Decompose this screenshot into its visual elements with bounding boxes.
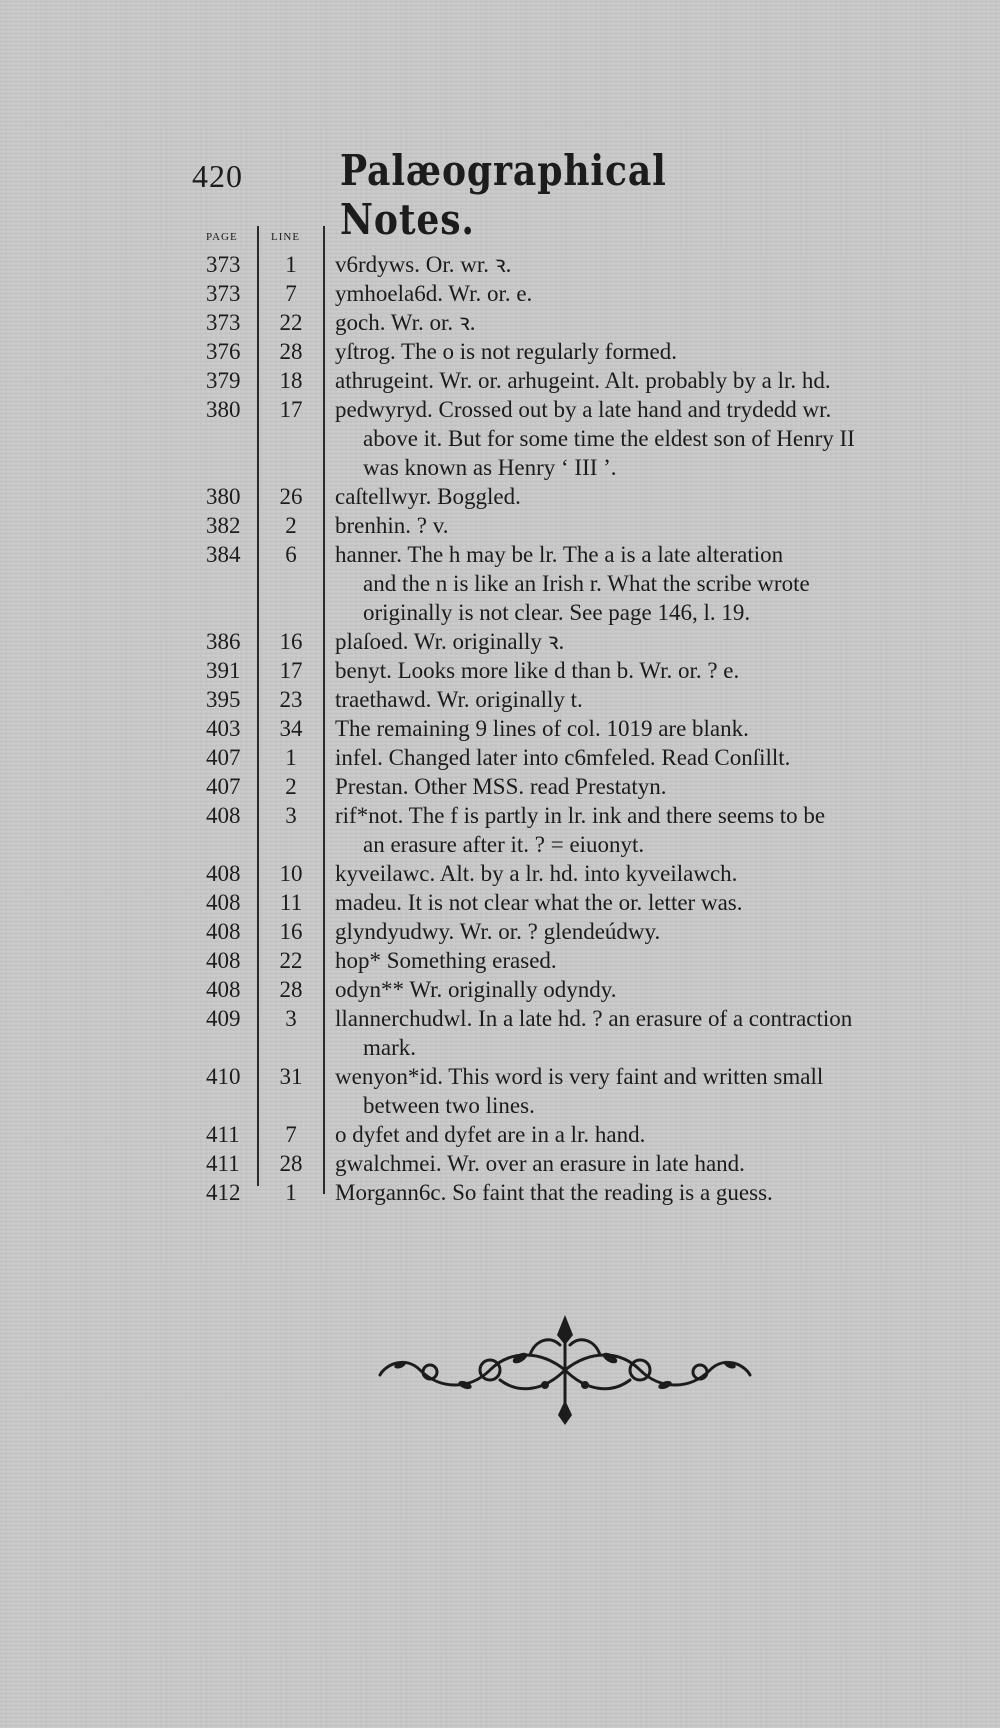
note-text [335, 1120, 925, 1149]
note-text-line: infel. Changed later into c6mfeled. Read Conſillt. [335, 745, 791, 770]
note-page-number: 407 [206, 745, 241, 770]
note-text-line: and the n is like an Irish r. What the scribe wrote [363, 571, 810, 596]
note-row [0, 743, 1000, 772]
note-page-number: 409 [206, 1006, 241, 1031]
note-page-number: 384 [206, 542, 241, 567]
note-text-line: benyt. Looks more like d than b. Wr. or. ? e. [335, 658, 740, 683]
note-text [335, 337, 925, 366]
note-row [0, 627, 1000, 656]
note-text [335, 395, 925, 482]
note-text [335, 1149, 925, 1178]
note-page-number: 411 [206, 1122, 240, 1147]
note-row [0, 250, 1000, 279]
note-text [335, 946, 925, 975]
note-row [0, 772, 1000, 801]
note-row [0, 946, 1000, 975]
note-page-number: 386 [206, 629, 241, 654]
note-row [0, 975, 1000, 1004]
note-row [0, 1004, 1000, 1062]
note-text-line: pedwyryd. Crossed out by a late hand and trydedd wr. [335, 397, 832, 422]
note-text [335, 366, 925, 395]
note-page-number: 379 [206, 368, 241, 393]
note-line-number: 1 [285, 1180, 297, 1205]
note-row [0, 859, 1000, 888]
note-text-line: mark. [363, 1035, 417, 1060]
note-text-line: yſtrog. The o is not regularly formed. [335, 339, 677, 364]
note-row [0, 685, 1000, 714]
note-line-number: 18 [279, 368, 303, 393]
note-text-line: gwalchmei. Wr. over an erasure in late hand. [335, 1151, 745, 1176]
note-text-line: glyndyudwy. Wr. or. ? glendeúdwy. [335, 919, 661, 944]
note-line-number: 28 [279, 339, 303, 364]
note-text [335, 859, 925, 888]
note-line-number: 11 [279, 890, 303, 915]
note-line-number: 2 [285, 513, 297, 538]
note-page-number: 403 [206, 716, 241, 741]
note-page-number: 408 [206, 803, 241, 828]
note-page-number: 412 [206, 1180, 241, 1205]
note-text-line: above it. But for some time the eldest son of Henry II [363, 426, 855, 451]
note-page-number: 376 [206, 339, 241, 364]
notes-table [0, 250, 1000, 1207]
note-text-line: o dyfet and dyfet are in a lr. hand. [335, 1122, 646, 1147]
note-page-number: 408 [206, 861, 241, 886]
note-text [335, 917, 925, 946]
note-text-line: Morgann6c. So faint that the reading is a guess. [335, 1180, 773, 1205]
note-line-number: 31 [279, 1064, 303, 1089]
note-line-number: 26 [279, 484, 303, 509]
note-text [335, 1004, 925, 1062]
note-text-line: was known as Henry ‘ III ’. [363, 455, 617, 480]
note-row [0, 1120, 1000, 1149]
note-text-line: hanner. The h may be lr. The a is a late alteration [335, 542, 784, 567]
note-text-line: odyn** Wr. originally odyndy. [335, 977, 617, 1002]
note-line-number: 16 [279, 629, 303, 654]
note-text [335, 975, 925, 1004]
note-text-line: kyveilawc. Alt. by a lr. hd. into kyveilawch. [335, 861, 738, 886]
note-text [335, 540, 925, 627]
note-text-line: brenhin. ? v. [335, 513, 449, 538]
note-text-line: llannerchudwl. In a late hd. ? an erasure of a contraction [335, 1006, 853, 1031]
note-text [335, 714, 925, 743]
note-text-line: Prestan. Other MSS. read Prestatyn. [335, 774, 667, 799]
note-text [335, 627, 925, 656]
note-line-number: 34 [279, 716, 303, 741]
note-row [0, 395, 1000, 482]
note-line-number: 3 [285, 803, 297, 828]
note-line-number: 1 [285, 745, 297, 770]
note-text-line: rif*not. The f is partly in lr. ink and there seems to be [335, 803, 826, 828]
note-row [0, 656, 1000, 685]
note-row [0, 482, 1000, 511]
note-page-number: 408 [206, 890, 241, 915]
note-line-number: 28 [279, 977, 303, 1002]
note-line-number: 17 [279, 658, 303, 683]
note-text [335, 250, 925, 279]
note-page-number: 410 [206, 1064, 241, 1089]
note-text-line: between two lines. [363, 1093, 535, 1118]
note-row [0, 540, 1000, 627]
note-line-number: 22 [279, 948, 303, 973]
note-row [0, 366, 1000, 395]
note-text [335, 279, 925, 308]
note-row [0, 279, 1000, 308]
note-page-number: 380 [206, 397, 241, 422]
column-header-page: PAGE [206, 231, 238, 243]
note-text-line: hop* Something erased. [335, 948, 557, 973]
note-text-line: athrugeint. Wr. or. arhugeint. Alt. probably by a lr. hd. [335, 368, 831, 393]
note-line-number: 7 [285, 1122, 297, 1147]
note-text [335, 772, 925, 801]
note-row [0, 888, 1000, 917]
note-line-number: 28 [279, 1151, 303, 1176]
note-page-number: 380 [206, 484, 241, 509]
note-row [0, 917, 1000, 946]
note-text-line: goch. Wr. or. ꝛ. [335, 310, 476, 335]
note-text-line: plaſoed. Wr. originally ꝛ. [335, 629, 565, 654]
note-page-number: 395 [206, 687, 241, 712]
note-line-number: 22 [279, 310, 303, 335]
note-row [0, 337, 1000, 366]
note-row [0, 714, 1000, 743]
note-text [335, 801, 925, 859]
note-text-line: caſtellwyr. Boggled. [335, 484, 521, 509]
note-line-number: 3 [285, 1006, 297, 1031]
note-text-line: v6rdyws. Or. wr. ꝛ. [335, 252, 512, 277]
note-page-number: 408 [206, 919, 241, 944]
note-page-number: 408 [206, 948, 241, 973]
note-text [335, 743, 925, 772]
note-text-line: an erasure after it. ? = eiuonyt. [363, 832, 645, 857]
note-text [335, 1062, 925, 1120]
note-line-number: 2 [285, 774, 297, 799]
note-page-number: 373 [206, 281, 241, 306]
note-text-line: The remaining 9 lines of col. 1019 are blank. [335, 716, 749, 741]
note-text-line: traethawd. Wr. originally t. [335, 687, 583, 712]
note-text [335, 482, 925, 511]
note-text [335, 1178, 925, 1207]
note-line-number: 7 [285, 281, 297, 306]
note-line-number: 10 [279, 861, 303, 886]
note-line-number: 1 [285, 252, 297, 277]
note-text-line: wenyon*id. This word is very faint and written small [335, 1064, 824, 1089]
note-text [335, 685, 925, 714]
column-header-line: LINE [271, 231, 301, 243]
note-text [335, 511, 925, 540]
note-page-number: 407 [206, 774, 241, 799]
floral-tailpiece-icon [370, 1310, 760, 1430]
note-text-line: originally is not clear. See page 146, l. 19. [363, 600, 751, 625]
note-row [0, 1149, 1000, 1178]
note-row [0, 1062, 1000, 1120]
note-line-number: 23 [279, 687, 303, 712]
note-row [0, 511, 1000, 540]
note-text-line: madeu. It is not clear what the or. letter was. [335, 890, 743, 915]
note-line-number: 6 [285, 542, 297, 567]
note-row [0, 1178, 1000, 1207]
note-line-number: 16 [279, 919, 303, 944]
page-number: 420 [192, 158, 243, 194]
note-page-number: 373 [206, 310, 241, 335]
note-text [335, 308, 925, 337]
page-title: Palæographical Notes. [340, 146, 667, 244]
note-line-number: 17 [279, 397, 303, 422]
note-text-line: ymhoela6d. Wr. or. e. [335, 281, 533, 306]
note-row [0, 801, 1000, 859]
note-row [0, 308, 1000, 337]
note-page-number: 408 [206, 977, 241, 1002]
note-page-number: 411 [206, 1151, 240, 1176]
note-text [335, 656, 925, 685]
note-page-number: 373 [206, 252, 241, 277]
note-text [335, 888, 925, 917]
note-page-number: 391 [206, 658, 241, 683]
note-page-number: 382 [206, 513, 241, 538]
